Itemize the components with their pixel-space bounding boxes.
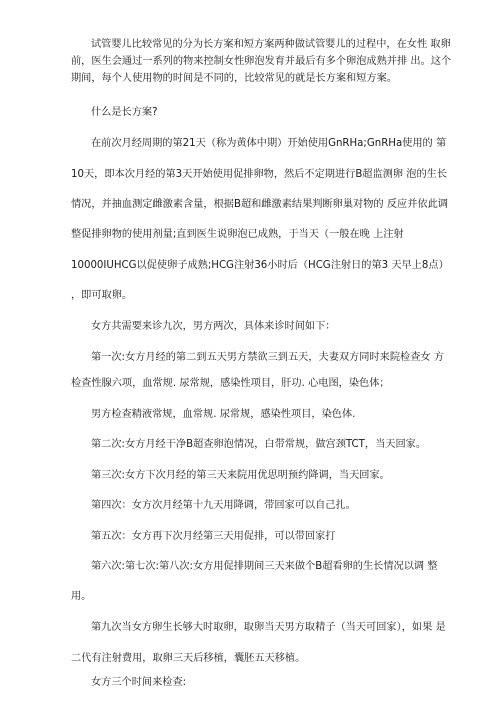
section-heading: 什么是长方案? xyxy=(91,107,158,118)
paragraph-line: 10天，即本次月经的第3天开始使用促排卵物，然后不定期进行B超监测卵 泡的生长 xyxy=(71,169,448,180)
paragraph-line: 女方共需要来诊九次，男方两次，具体来诊时间如下： xyxy=(91,321,336,332)
paragraph-line: 10000IUHCG以促使卵子成熟;HCG注射36小时后（HCG注射日的第3 天早上8点） xyxy=(71,260,449,271)
paragraph-line: 第一次:女方月经的第二到五天男方禁欲三到五天，夫妻双方同时来院检查女 方 xyxy=(91,352,445,363)
paragraph-line: 用。 xyxy=(71,591,92,602)
paragraph-line: 在前次月经周期的第21天（称为黄体中期）开始使用GnRHa;GnRHa使用的 第 xyxy=(91,138,447,149)
paragraph-line: 期间，每个人使用物的时间是不同的，比较常见的就是长方案和短方案。 xyxy=(71,73,397,84)
paragraph-line: 试管婴儿比较常见的分为长方案和短方案两种做试管婴儿的过程中，在女性 取卵 xyxy=(91,39,451,50)
paragraph-line: 检查性腺六项，血常规. 尿常规，感染性项目，肝功. 心电图，染色体； xyxy=(71,378,390,389)
paragraph-line: 男方检查精液常规，血常规. 尿常规，感染性项目，染色体. xyxy=(91,409,356,420)
paragraph-line: 前，医生会通过一系列的物来控制女性卵泡发育并最后有多个卵泡成熟并排 出。这个 xyxy=(71,56,452,67)
paragraph-line: 第五次：女方再下次月经第三天用促排，可以带回家打 xyxy=(91,531,336,542)
paragraph-line: 情况，并抽血测定雌激素含量，根据B超和雌激素结果判断卵巢对物的 反应并依此调 xyxy=(71,199,448,210)
paragraph-line: 整促排卵物的使用剂量;直到医生说卵泡已成熟，于当天（一般在晚 上注射 xyxy=(71,229,404,240)
paragraph-line: 第二次:女方月经干净B超查卵泡情况，白带常规，做宫颈TCT，当天回家。 xyxy=(91,439,427,450)
paragraph-line: 第九次当女方卵生长够大时取卵，取卵当天男方取精子（当天可回家），如果 是 xyxy=(91,622,446,633)
paragraph-line: ，即可取卵。 xyxy=(71,290,133,301)
paragraph-line: 第六次:第七次:第八次:女方用促排期间三天来做个B超看卵的生长情况以调 整 xyxy=(91,561,438,572)
paragraph-line: 第四次：女方次月经第十九天用降调，带回家可以自己扎。 xyxy=(91,500,356,511)
paragraph-line: 第三次:女方下次月经的第三天来院用优思明预约降调，当天回家。 xyxy=(91,470,390,481)
paragraph-line: 女方三个时间来检查: xyxy=(91,677,187,688)
paragraph-line: 二代有注射费用，取卵三天后移植，囊胚五天移植。 xyxy=(71,653,306,664)
